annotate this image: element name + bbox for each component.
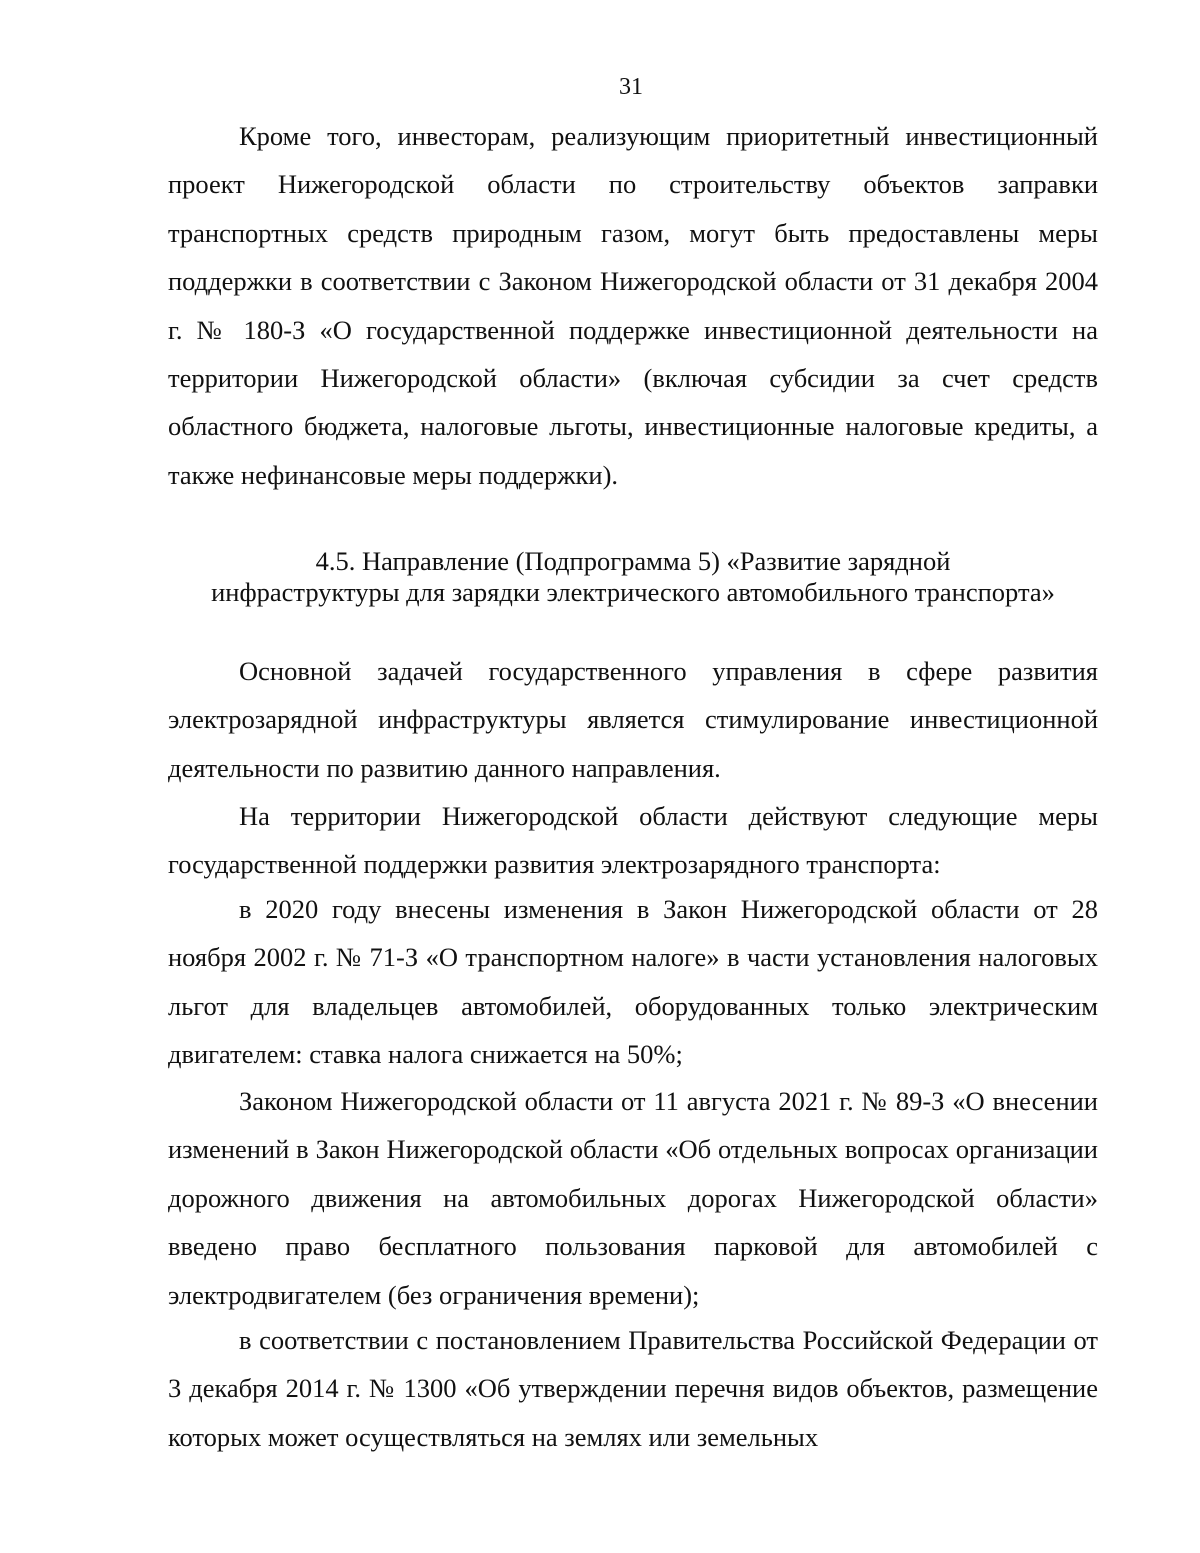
paragraph-transport-tax: в 2020 году внесены изменения в Закон Нижегородской области от 28 ноября 2002 г. № 71-З «О транспортном налоге» в части установления налоговых льгот для владельцев автомобилей, оборудованных только электрическим двигателем: ставка налога снижается на 50%; <box>168 894 1098 1070</box>
paragraph-free-parking-law: Законом Нижегородской области от 11 августа 2021 г. № 89-З «О внесении изменений в Закон Нижегородской области «Об отдельных вопросах организации дорожного движения на автомобильных дорогах Нижегородской области» введено право бесплатного пользования парковой для автомобилей с электродвигателем (без ограничения времени); <box>168 1086 1098 1310</box>
page-number: 31 <box>619 74 643 100</box>
paragraph-support-measures: На территории Нижегородской области действуют следующие меры государственной поддержки развития электрозарядного транспорта: <box>168 801 1098 880</box>
paragraph-investor-support: Кроме того, инвесторам, реализующим приоритетный инвестиционный проект Нижегородской области по строительству объектов заправки транспортных средств природным газом, могут быть предоставлены меры поддержки в соответствии с Законом Нижегородской области от 31 декабря 2004 г. № 180-З «О государственной поддержке инвестиционной деятельности на территории Нижегородской области» (включая субсидии за счет средств областного бюджета, налоговые льготы, инвестиционные налоговые кредиты, а также нефинансовые меры поддержки). <box>168 121 1098 490</box>
section-heading-line-1: 4.5. Направление (Подпрограмма 5) «Развитие зарядной <box>315 546 951 576</box>
section-heading <box>168 546 1098 608</box>
paragraph-government-decree: в соответствии с постановлением Правительства Российской Федерации от 3 декабря 2014 г. № 1300 «Об утверждении перечня видов объектов, размещение которых может осуществляться на землях или земельных <box>168 1325 1098 1452</box>
paragraph-main-task: Основной задачей государственного управления в сфере развития электрозарядной инфраструктуры является стимулирование инвестиционной деятельности по развитию данного направления. <box>168 656 1098 783</box>
section-heading-line-2: инфраструктуры для зарядки электрического автомобильного транспорта» <box>211 577 1055 607</box>
